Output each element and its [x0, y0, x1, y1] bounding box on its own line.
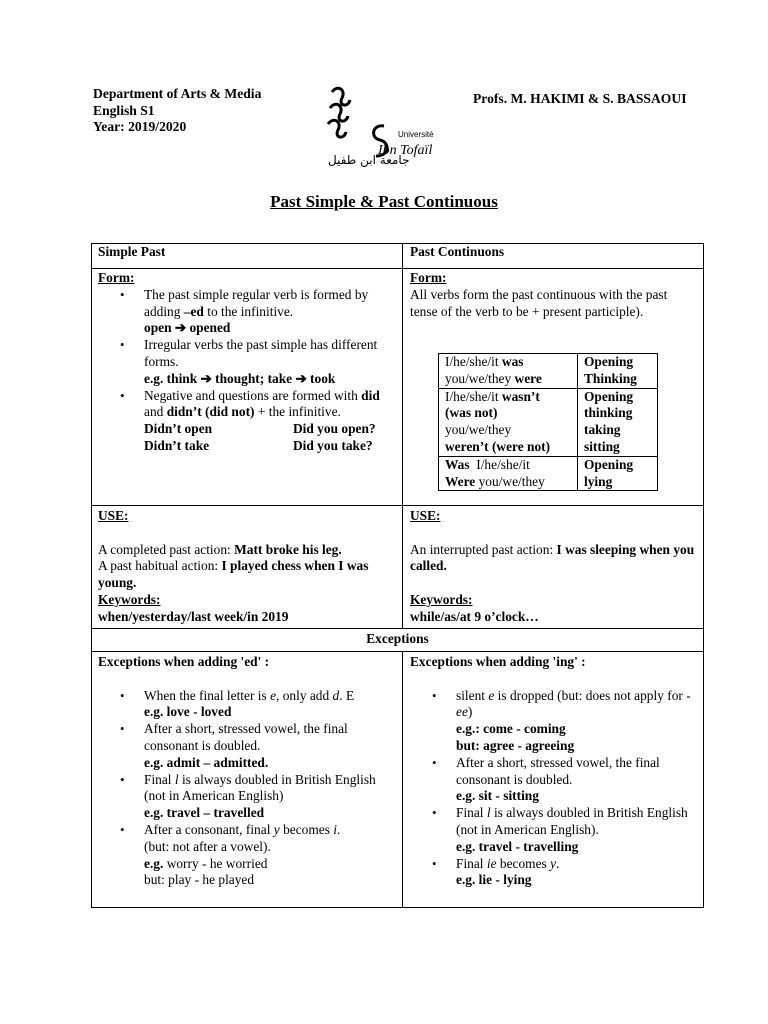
table-divider [91, 505, 704, 506]
keywords: when/yesterday/last week/in 2019 [98, 608, 289, 624]
list-item: • Irregular verbs the past simple has different forms. e.g. think ➔ thought; take ➔ took [98, 337, 398, 387]
table-column-divider [402, 651, 403, 908]
negative-example: Didn’t take [144, 437, 210, 453]
list-item: • After a consonant, final y becomes i. (but: not after a vowel). e.g. worry - he worried but: play - he played [98, 822, 398, 889]
keywords-heading: Keywords: [98, 591, 161, 607]
use-heading: USE: [410, 508, 441, 523]
table-divider [91, 628, 704, 629]
exceptions-title: Exceptions [366, 631, 429, 646]
department: Department of Arts & Media [93, 86, 262, 101]
use-heading: USE: [98, 508, 129, 523]
list-item: • The past simple regular verb is formed by adding –ed to the infinitive. open ➔ opened [98, 287, 398, 337]
list-item: • Negative and questions are formed with did and didn’t (did not) + the infinitive. Didn’t open Did you open? Didn’t take Did you take? [98, 388, 398, 455]
question-example: Did you take? [293, 437, 373, 453]
table-border-left [91, 243, 92, 908]
form-description: All verbs form the past continuous with the past tense of the verb to be + present participle). [410, 286, 668, 319]
use-past-continuous: USE: An interrupted past action: I was sleeping when you called. Keywords: while/as/at 9 o’clock… [410, 508, 698, 626]
logo-icon [324, 82, 440, 172]
page-title: Past Simple & Past Continuous [270, 192, 498, 211]
example: e.g. think ➔ thought; take ➔ took [144, 370, 336, 386]
table-row: I/he/she/it wasn’t (was not) you/we/they weren’t (were not) Opening thinking taking sitting [439, 388, 658, 456]
table-divider [91, 268, 704, 269]
column-header-simple-past: Simple Past [98, 244, 166, 259]
keywords: while/as/at 9 o’clock… [410, 608, 539, 624]
question-example: Did you open? [293, 421, 376, 437]
example: open ➔ opened [144, 320, 231, 336]
table-divider [91, 651, 704, 652]
form-simple-past [98, 270, 398, 455]
column-header-past-continuous: Past Continuons [410, 244, 505, 259]
list-item: • When the final letter is e, only add d. E e.g. love - loved [98, 688, 398, 722]
conjugation-table [438, 353, 658, 491]
table-border-right [703, 243, 704, 908]
table-column-divider [402, 243, 403, 629]
table-row: I/he/she/it was you/we/they were Opening Thinking [439, 354, 658, 389]
exceptions-heading: Exceptions when adding 'ing' : [410, 654, 586, 669]
svg-text:Ibn Tofaïl: Ibn Tofaïl [378, 143, 433, 158]
list-item: • Final l is always doubled in British English (not in American English) e.g. travel – travelled [98, 772, 398, 822]
exceptions-heading: Exceptions when adding 'ed' : [98, 654, 270, 669]
list-item: • Final ie becomes y. e.g. lie - lying [410, 856, 700, 890]
use-simple-past: USE: A completed past action: Matt broke his leg. A past habitual action: I played chess when I was young. Keywords: when/yesterday/last week/in 2019 [98, 508, 396, 626]
list-item: • After a short, stressed vowel, the final consonant is doubled. e.g. admit – admitted. [98, 721, 398, 771]
table-border-bottom [91, 907, 704, 908]
negative-example: Didn’t open [144, 421, 213, 437]
year: Year: 2019/2020 [93, 119, 187, 134]
form-past-continuous [410, 270, 698, 320]
list-item: • Final l is always doubled in British English (not in American English). e.g. travel - travelling [410, 805, 700, 855]
table-row: Was I/he/she/it Were you/we/they Opening lying [439, 456, 658, 491]
professors: Profs. M. HAKIMI & S. BASSAOUI [473, 91, 687, 106]
course: English S1 [93, 102, 155, 118]
form-heading: Form: [98, 270, 135, 285]
list-item: • silent e is dropped (but: does not apply for -ee) e.g.: come - coming but: agree - agreeing [410, 688, 700, 755]
svg-text:Université: Université [398, 130, 434, 139]
exceptions-ing [410, 654, 700, 889]
keywords-heading: Keywords: [410, 591, 473, 607]
form-heading: Form: [410, 270, 447, 285]
university-logo [324, 82, 440, 172]
svg-text:جامعة ابن طفيل: جامعة ابن طفيل [328, 153, 410, 167]
header-left [93, 86, 261, 136]
list-item: • After a short, stressed vowel, the final consonant is doubled. e.g. sit - sitting [410, 755, 700, 805]
exceptions-ed [98, 654, 398, 889]
table-border-top [91, 243, 704, 244]
